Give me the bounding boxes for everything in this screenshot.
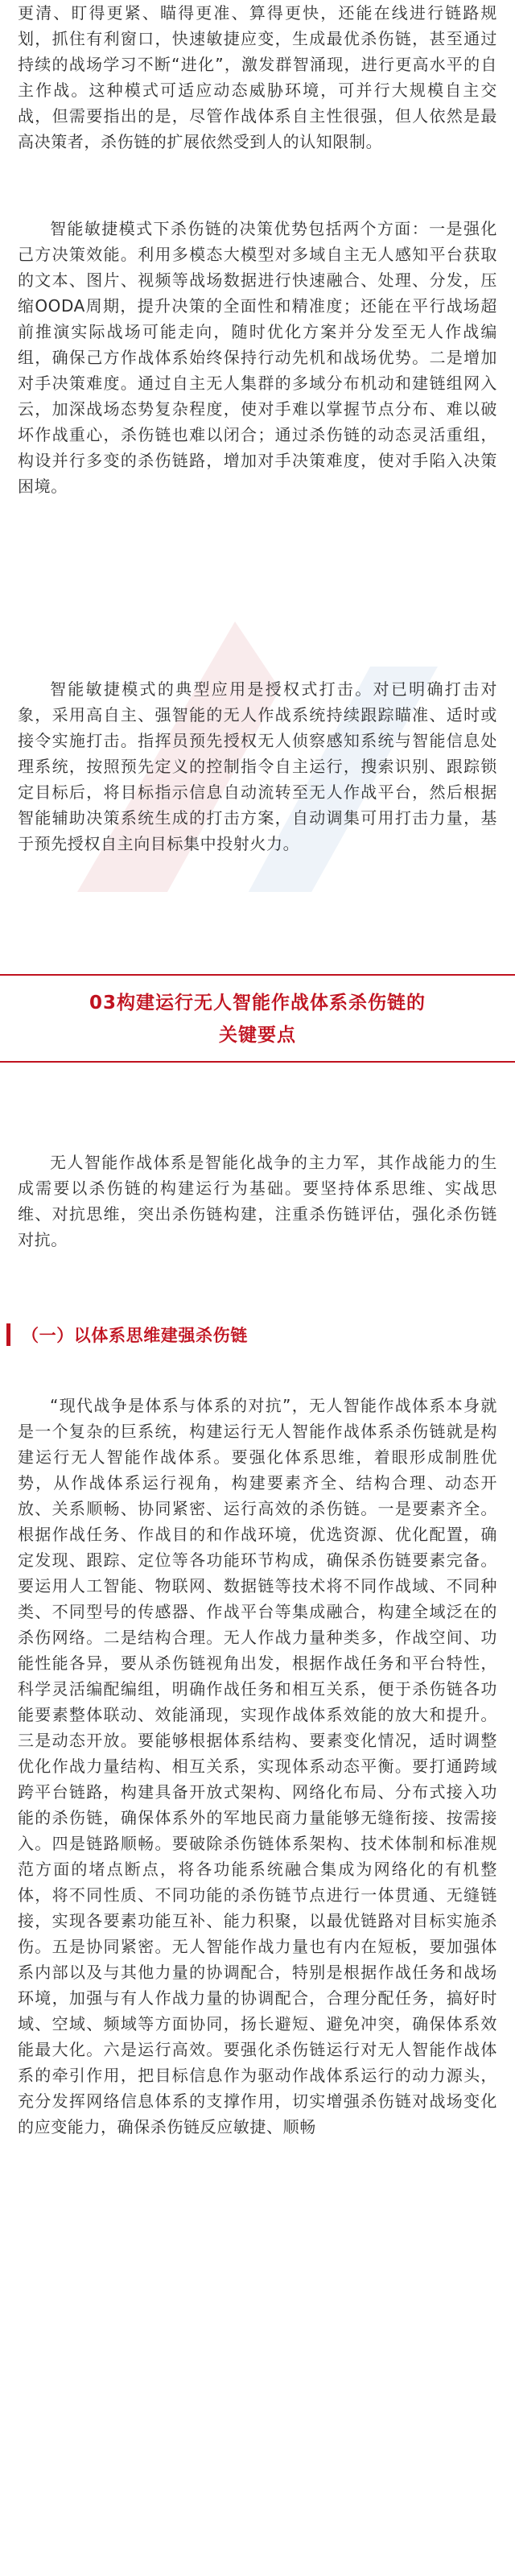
paragraph-5: “现代战争是体系与体系的对抗”，无人智能作战体系本身就是一个复杂的巨系统，构建运行无人智能作战体系杀伤链就是构建运行无人智能作战体系。要强化体系思维，着眼形成制胜优势，从作战体系运行视角，构建要素齐全、结构合理、动态开放、关系顺畅、协同紧密、运行高效的杀伤链。一是要素齐全。根据作战任务、作战目的和作战环境，优选资源、优化配置，确定发现、跟踪、定位等各功能环节构成，确保杀伤链要素完备。要运用人工智能、物联网、数据链等技术将不同作战域、不同种类、不同型号的传感器、作战平台等集成融合，构建全域泛在的杀伤网络。二是结构合理。无人作战力量种类多，作战空间、功能性能各异，要从杀伤链视角出发，根据作战任务和平台特性，科学灵活编配编组，明确作战任务和相互关系，便于杀伤链各功能要素整体联动、效能涌现，实现作战体系效能的放大和提升。三是动态开放。要能够根据体系结构、要素变化情况，适时调整优化作战力量结构、相互关系，实现体系动态平衡。要打通跨域跨平台链路，构建具备开放式架构、网络化布局、分布式接入功能的杀伤链，确保体系外的军地民商力量能够无缝衔接、按需接入。四是链路顺畅。要破除杀伤链体系架构、技术体制和标准规范方面的堵点断点，将各功能系统融合集成为网络化的有机整体，将不同性质、不同功能的杀伤链节点进行一体贯通、无缝链接，实现各要素功能互补、能力积聚，以最优链路对目标实施杀伤。五是协同紧密。无人智能作战力量也有内在短板，要加强体系内部以及与其他力量的协调配合，特别是根据作战任务和战场环境，加强与有人作战力量的协调配合，合理分配任务，搞好时域、空域、频域等方面协同，扬长避短、避免冲突，确保体系效能最大化。六是运行高效。要强化杀伤链运行对无人智能作战体系的牵引作用，把目标信息作为驱动作战体系运行的动力源头，充分发挥网络信息体系的支撑作用，切实增强杀伤链对战场变化的应变能力，确保杀伤链反应敏捷、顺畅 (18, 1396, 497, 2136)
paragraph-1: 更清、盯得更紧、瞄得更准、算得更快，还能在线进行链路规划，抓住有利窗口，快速敏捷应变，生成最优杀伤链，甚至通过持续的战场学习不断“进化”，激发群智涌现，进行更高水平的自主作战。这种模式可适应动态威胁环境，可并行大规模自主交战，但需要指出的是，尽管作战体系自主性很强，但人依然是最高决策者，杀伤链的扩展依然受到人的认知限制。 (18, 3, 497, 151)
paragraph-4: 无人智能作战体系是智能化战争的主力军，其作战能力的生成需要以杀伤链的构建运行为基础。要坚持体系思维、实战思维、对抗思维，突出杀伤链构建，注重杀伤链评估，强化杀伤链对抗。 (18, 1153, 497, 1249)
paragraph-2: 智能敏捷模式下杀伤链的决策优势包括两个方面：一是强化己方决策效能。利用多模态大模型对多域自主无人感知平台获取的文本、图片、视频等战场数据进行快速融合、处理、分发，压缩OODA周期，提升决策的全面性和精准度；还能在平行战场超前推演实际战场可能走向，随时优化方案并分发至无人作战编组，确保己方作战体系始终保持行动先机和战场优势。二是增加对手决策难度。通过自主无人集群的多域分布机动和建链组网入云，加深战场态势复杂程度，使对手难以掌握节点分布、难以破坏作战重心，杀伤链也难以闭合；通过杀伤链的动态灵活重组，构设并行多变的杀伤链路，增加对手决策难度，使对手陷入决策困境。 (18, 219, 497, 496)
subheading (0, 1320, 515, 1349)
subheading-accent-bar (6, 1323, 10, 1346)
subheading-text: （一）以体系思维建强杀伤链 (22, 1326, 248, 1345)
paragraph-3: 智能敏捷模式的典型应用是授权式打击。对已明确打击对象，采用高自主、强智能的无人作战系统持续跟踪瞄准、适时或接令实施打击。指挥员预先授权无人侦察感知系统与智能信息处理系统，按照预先定义的控制指令自主运行，搜索识别、跟踪锁定目标后，将目标指示信息自动流转至无人作战平台，然后根据智能辅助决策系统生成的打击方案，自动调集可用打击力量，基于预先授权自主向目标集中投射火力。 (18, 679, 497, 853)
section-title (0, 974, 515, 1063)
section-title-text (0, 976, 515, 1061)
section-title-line-2: 关键要点 (219, 1025, 296, 1046)
section-bottom-rule (0, 1061, 515, 1063)
section-title-line-1: 03构建运行无人智能作战体系杀伤链的 (89, 993, 426, 1013)
